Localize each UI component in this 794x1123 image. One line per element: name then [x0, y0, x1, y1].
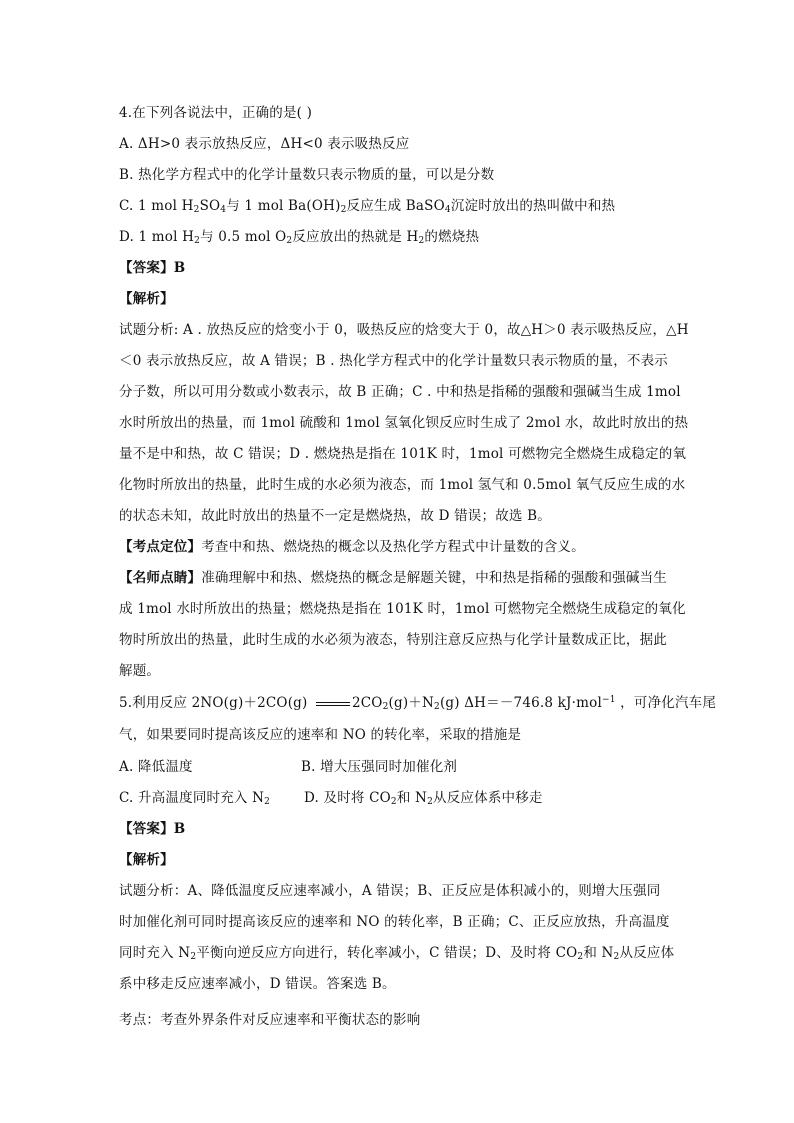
q5-analysis-line: 同时充入 $N_2$平衡向逆反应方向进行，转化率减小，C 错误；D、及时将 $CO_2$和 $N_2$从反应体 [119, 945, 675, 962]
q4-option-a: A. ΔH>0 表示放热反应，ΔH<0 表示吸热反应 [119, 136, 410, 152]
q5-option-a: A. 降低温度 [119, 759, 193, 775]
q4-analysis-line: 的状态未知，故此时放出的热量不一定是燃烧热，故 D 错误；故选 B。 [119, 508, 551, 524]
q4-analysis-line: 量不是中和热，故 C 错误；D . 燃烧热是指在 101K 时，1mol 可燃物完全燃烧生成稳定的氧 [119, 446, 687, 462]
q5-answer: 【答案】B [119, 821, 186, 837]
q5-stem-line2: 气，如果要同时提高该反应的速率和 NO 的转化率，采取的措施是 [119, 727, 522, 743]
q4-analysis-line: 分子数，所以可用分数或小数表示，故 B 正确；C . 中和热是指稀的强酸和强碱当生成 1mol [119, 384, 681, 400]
q4-option-d: D. 1 mol $H_2$与 0.5 mol $O_2$反应放出的热就是 $H_2$的燃烧热 [119, 229, 480, 246]
q4-stem: 4.在下列各说法中，正确的是( ) [119, 105, 313, 121]
q4-option-b: B. 热化学方程式中的化学计量数只表示物质的量，可以是分数 [119, 167, 495, 183]
q4-analysis-line: 水时所放出的热量，而 1mol 硫酸和 1mol 氢氧化钡反应时生成了 2mol 水，故此时放出的热 [119, 415, 689, 431]
equilibrium-arrow-icon [312, 699, 352, 709]
q5-stem: 5.利用反应 2NO(g)＋2CO(g) $2CO_2(g)+N_2(g)$ ΔH＝－746.8 kJ·mol$^{-1}$ ，可净化汽车尾 [119, 695, 717, 712]
q4-kaodian: 【考点定位】考查中和热、燃烧热的概念以及热化学方程式中计量数的含义。 [119, 539, 585, 555]
q5-kaodian: 考点：考查外界条件对反应速率和平衡状态的影响 [119, 1012, 421, 1028]
q4-analysis-line: 试题分析: A . 放热反应的焓变小于 0，吸热反应的焓变大于 0，故△H＞0 表示吸热反应，△H [119, 322, 689, 338]
q5-option-b: B. 增大压强同时加催化剂 [301, 759, 458, 775]
q5-option-c: C. 升高温度同时充入 $N_2$ [119, 790, 271, 807]
kaodian-tag: 【考点定位】 [119, 539, 202, 555]
q4-answer: 【答案】B [119, 260, 186, 276]
q4-mingshi-line: 成 1mol 水时所放出的热量；燃烧热是指在 101K 时，1mol 可燃物完全燃烧生成稳定的氧化 [119, 601, 686, 617]
q4-analysis-heading: 【解析】 [119, 291, 174, 307]
mingshi-tag: 【名师点睛】 [119, 570, 202, 586]
q4-option-c: C. 1 mol $H_2SO_4$与 1 mol $Ba(OH)_2$反应生成 BaSO$_4$沉淀时放出的热叫做中和热 [119, 198, 616, 215]
q4-analysis-line: 化物时所放出的热量，此时生成的水必须为液态，而 1mol 氢气和 0.5mol 氧气反应生成的水 [119, 477, 686, 493]
q4-analysis-line: ＜0 表示放热反应，故 A 错误；B . 热化学方程式中的化学计量数只表示物质的量，不表示 [119, 353, 669, 369]
q5-analysis-line: 时加催化剂可同时提高该反应的速率和 NO 的转化率，B 正确；C、正反应放热，升高温度 [119, 914, 670, 930]
q4-mingshi-line: 解题。 [119, 663, 161, 679]
q5-analysis-line: 试题分析：A、降低温度反应速率减小，A 错误；B、正反应是体积减小的，则增大压强同 [119, 883, 661, 899]
q4-mingshi-line: 物时所放出的热量，此时生成的水必须为液态，特别注意反应热与化学计量数成正比，据此 [119, 632, 667, 648]
q5-analysis-line: 系中移走反应速率减小，D 错误。答案选 B。 [119, 976, 396, 992]
q4-mingshi-line: 【名师点睛】准确理解中和热、燃烧热的概念是解题关键，中和热是指稀的强酸和强碱当生 [119, 570, 668, 586]
q5-analysis-heading: 【解析】 [119, 852, 174, 868]
q5-option-d: D. 及时将 $CO_2$和 $N_2$从反应体系中移走 [304, 790, 543, 807]
